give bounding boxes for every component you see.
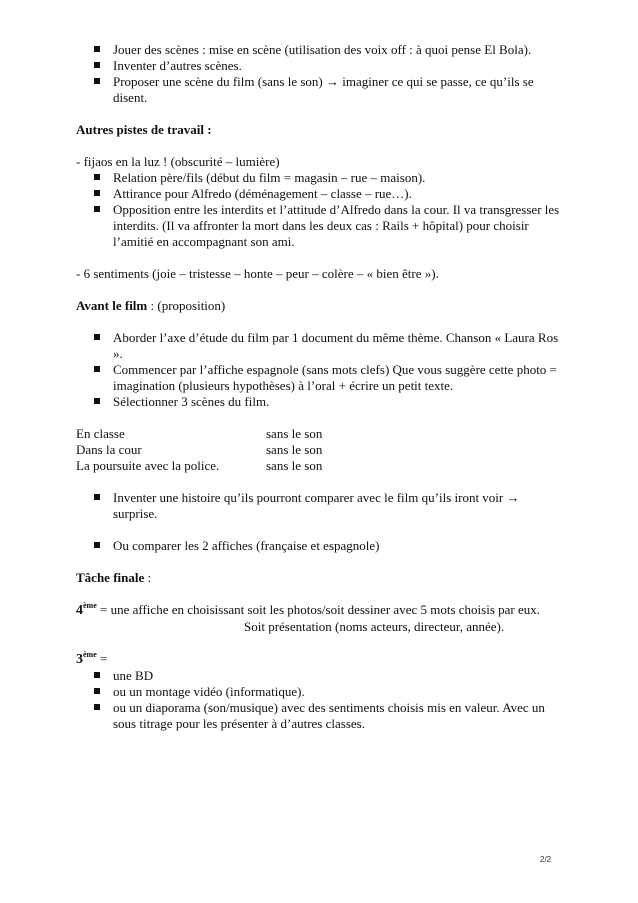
list-item: ou un diaporama (son/musique) avec des sentiments choisis mis en valeur. Avec un sous titrage pour les présenter à d’autres classes. [113, 700, 562, 732]
scene-place: La poursuite avec la police. [76, 458, 220, 473]
sentiments-line: - 6 sentiments (joie – tristesse – honte – peur – colère – « bien être »). [76, 266, 439, 281]
avant-heading: Avant le film [76, 298, 148, 313]
troisieme-list [76, 668, 562, 732]
grade-4-suffix: ème [83, 601, 97, 610]
list-item: Proposer une scène du film (sans le son) → imaginer ce qui se passe, ce qu’ils se disent. [113, 74, 562, 106]
inventer-list [76, 490, 562, 522]
section-heading-avant [76, 298, 562, 314]
list-item: Aborder l’axe d’étude du film par 1 document du même thème. Chanson « Laura Ros ». [113, 330, 562, 362]
avant-list [76, 330, 562, 410]
avant-suffix: : (proposition) [147, 298, 226, 313]
scene-place: Dans la cour [76, 442, 142, 457]
troisieme-line [76, 651, 562, 668]
troisieme-text: = [96, 651, 108, 666]
scene-note: sans le son [266, 442, 323, 457]
tache-suffix: : [144, 570, 152, 585]
scene-row [76, 426, 562, 442]
list-item: Inventer une histoire qu’ils pourront comparer avec le film qu’ils iront voir → surprise. [113, 490, 562, 522]
list-item: Ou comparer les 2 affiches (française et espagnole) [113, 538, 562, 554]
page-number: 2/2 [540, 855, 552, 864]
list-item: Attirance pour Alfredo (déménagement – classe – rue…). [113, 186, 562, 202]
comparer-list [76, 538, 562, 554]
quatrieme-line [76, 602, 562, 619]
list-item: Inventer d’autres scènes. [113, 58, 562, 74]
list-item: une BD [113, 668, 562, 684]
scene-note: sans le son [266, 426, 323, 441]
quatrieme-text: = une affiche en choisissant soit les photos/soit dessiner avec 5 mots choisis par eux. [96, 602, 540, 617]
scenes-table [76, 426, 562, 474]
autres-list [76, 170, 562, 250]
activity-list [76, 42, 562, 106]
tache-heading: Tâche finale [76, 570, 145, 585]
list-item: Jouer des scènes : mise en scène (utilisation des voix off : à quoi pense El Bola). [113, 42, 562, 58]
scene-note: sans le son [266, 458, 323, 473]
grade-4-number: 4 [76, 603, 83, 618]
section-heading-tache [76, 570, 562, 586]
section-heading-autres: Autres pistes de travail : [76, 122, 212, 137]
scene-row [76, 458, 562, 474]
fijaos-line: - fijaos en la luz ! (obscurité – lumière) [76, 154, 280, 169]
quatrieme-line2: Soit présentation (noms acteurs, directeur, année). [244, 619, 505, 634]
scene-place: En classe [76, 426, 125, 441]
list-item: ou un montage vidéo (informatique). [113, 684, 562, 700]
list-item: Opposition entre les interdits et l’attitude d’Alfredo dans la cour. Il va transgresser les interdits. (Il va affronter la mort dans les deux cas : Rails + hôpital) pour choisir l’amitié en accompagnant son ami. [113, 202, 562, 250]
list-item: Relation père/fils (début du film = magasin – rue – maison). [113, 170, 562, 186]
grade-3-suffix: ème [83, 650, 97, 659]
grade-3-number: 3 [76, 652, 83, 667]
list-item: Commencer par l’affiche espagnole (sans mots clefs) Que vous suggère cette photo = imagination (plusieurs hypothèses) à l’oral + écrire un petit texte. [113, 362, 562, 394]
scene-row [76, 442, 562, 458]
list-item: Sélectionner 3 scènes du film. [113, 394, 562, 410]
